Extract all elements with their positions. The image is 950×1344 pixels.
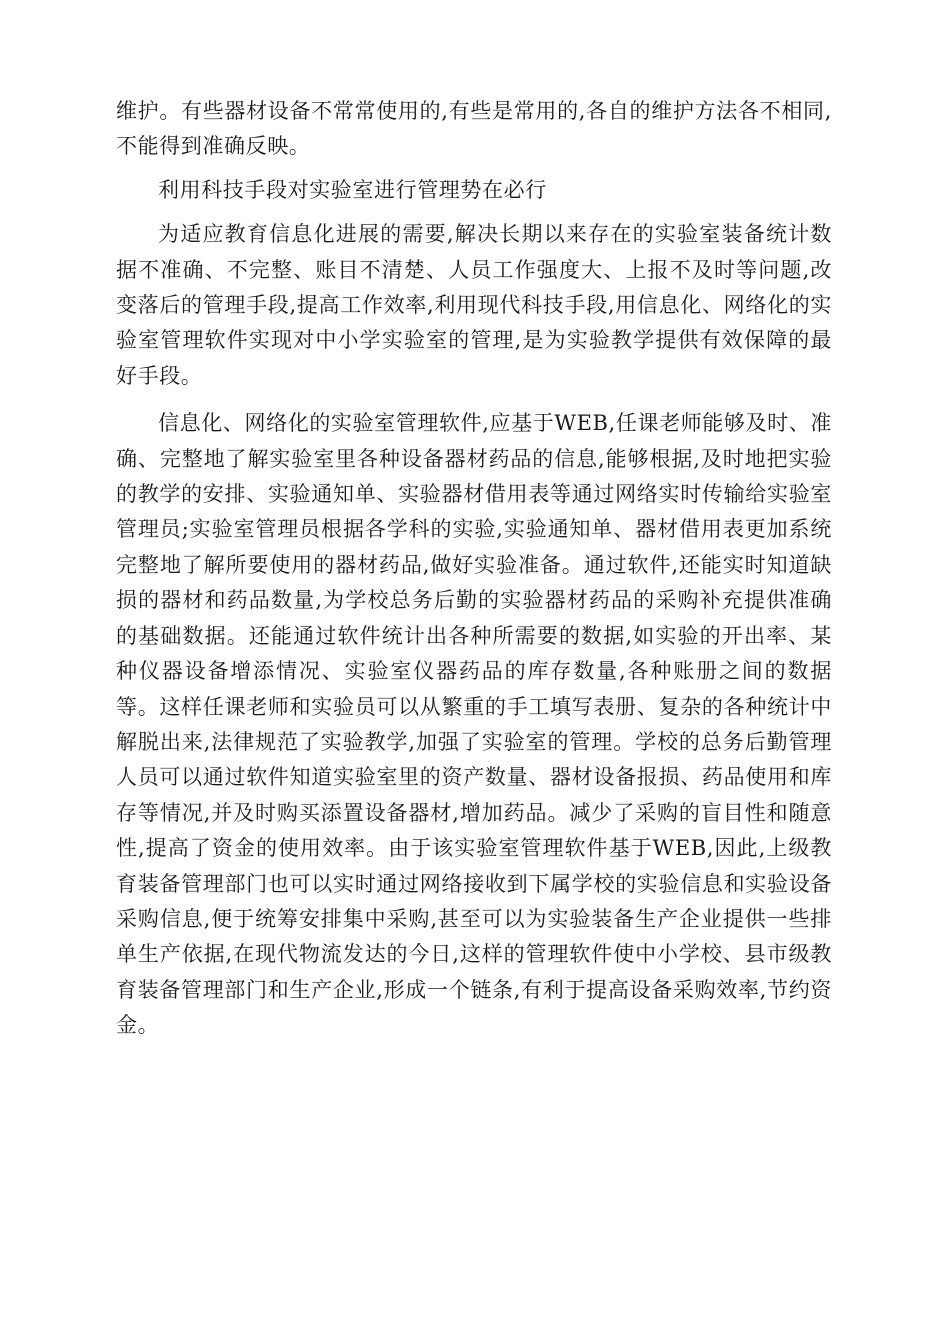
paragraph-software-benefits: 信息化、网络化的实验室管理软件,应基于WEB,任课老师能够及时、准确、完整地了解实验室里各种设备器材药品的信息,能够根据,及时地把实验的教学的安排、实验通知单、实验器材借用表等通过网络实时传输给实验室管理员;实验室管理员根据各学科的实验,实验通知单、器材借用表更加系统完整地了解所要使用的器材药品,做好实验准备。通过软件,还能实时知道缺损的器材和药品数量,为学校总务后勤的实验器材药品的采购补充提供准确的基础数据。还能通过软件统计出各种所需要的数据,如实验的开出率、某种仪器设备增添情况、实验室仪器药品的库存数量,各种账册之间的数据等。这样任课老师和实验员可以从繁重的手工填写表册、复杂的各种统计中解脱出来,法律规范了实验教学,加强了实验室的管理。学校的总务后勤管理人员可以通过软件知道实验室里的资产数量、器材设备报损、药品使用和库存等情况,并及时购买添置设备器材,增加药品。减少了采购的盲目性和随意性,提高了资金的使用效率。由于该实验室管理软件基于WEB,因此,上级教育装备管理部门也可以实时通过网络接收到下属学校的实验信息和实验设备采购信息,便于统筹安排集中采购,甚至可以为实验装备生产企业提供一些排单生产依据,在现代物流发达的今日,这样的管理软件使中小学校、县市级教育装备管理部门和生产企业,形成一个链条,有利于提高设备采购效率,节约资金。 xyxy=(116,411,832,1038)
paragraph-continuation: 维护。有些器材设备不常常使用的,有些是常用的,各自的维护方法各不相同,不能得到准确反映。 xyxy=(116,99,832,159)
section-heading: 利用科技手段对实验室进行管理势在必行 xyxy=(158,177,547,202)
paragraph-informatization: 为适应教育信息化进展的需要,解决长期以来存在的实验室装备统计数据不准确、不完整、账目不清楚、人员工作强度大、上报不及时等问题,改变落后的管理手段,提高工作效率,利用现代科技手段,用信息化、网络化的实验室管理软件实现对中小学实验室的管理,是为实验教学提供有效保障的最好手段。 xyxy=(116,222,832,388)
document-page xyxy=(116,94,832,1044)
